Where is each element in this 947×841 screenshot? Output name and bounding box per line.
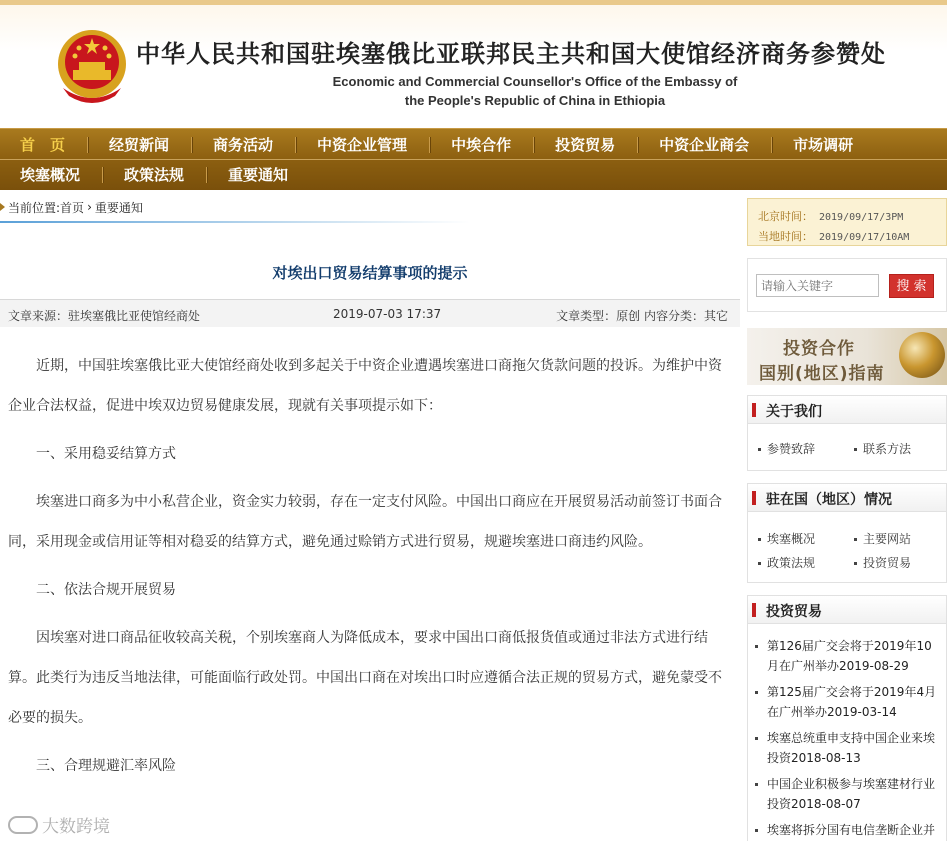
article-paragraph: 因埃塞对进口商品征收较高关税，个别埃塞商人为降低成本，要求中国出口商低报货值或通过非法方式进行结算。此类行为违反当地法律，可能面临行政处罚。中国出口商在对埃出口时应遵循合法正规的贸易方式，避免蒙受不必要的损失。 — [8, 630, 722, 726]
article-meta-bar — [0, 299, 740, 327]
article-section-heading: 一、采用稳妥结算方式 — [36, 446, 176, 462]
investment-guide-banner[interactable] — [747, 328, 947, 385]
nav-item-ethiopia-overview[interactable]: 埃塞概况 — [20, 166, 81, 184]
watermark-logo-icon — [8, 816, 38, 834]
beijing-time-row — [758, 208, 903, 224]
site-title-chinese: 中华人民共和国驻埃塞俄比亚联邦民主共和国大使馆经济商务参赞处 — [136, 40, 886, 68]
news-item-text[interactable]: 埃塞总统重申支持中国企业来埃投资2018-08-13 — [767, 731, 936, 765]
beijing-time-value: 2019/09/17/3PM — [819, 212, 904, 223]
news-item[interactable] — [755, 820, 941, 840]
time-box — [747, 198, 947, 246]
news-item-text[interactable]: 第125届广交会将于2019年4月在广州举办2019-03-14 — [767, 685, 937, 719]
beijing-time-label: 北京时间： — [758, 210, 813, 223]
banner-line-2: 国别(地区)指南 — [759, 364, 885, 384]
nav-row-1 — [0, 130, 875, 160]
nav-item-important-notices[interactable]: 重要通知 — [228, 166, 289, 184]
local-time-row — [758, 228, 909, 244]
watermark — [8, 812, 110, 837]
breadcrumb-current[interactable]: 重要通知 — [94, 200, 143, 215]
investment-trade-header — [748, 596, 946, 624]
news-item-text[interactable]: 埃塞将拆分国有电信垄断企业并 — [767, 823, 936, 837]
nav-item-investment-trade[interactable]: 投资贸易 — [555, 136, 616, 154]
about-us-header — [748, 396, 946, 424]
article-section-heading: 二、依法合规开展贸易 — [36, 582, 176, 598]
article-title: 对埃出口贸易结算事项的提示 — [272, 264, 468, 282]
search-input[interactable] — [756, 274, 879, 297]
site-title-english-line1: Economic and Commercial Counsellor's Office of the Embassy of — [332, 74, 738, 89]
about-us-panel — [747, 395, 947, 471]
news-item[interactable] — [755, 636, 941, 676]
link-investment-trade[interactable]: 投资贸易 — [854, 554, 911, 571]
banner-line-1: 投资合作 — [783, 339, 855, 359]
article-source: 文章来源：驻埃塞俄比亚使馆经商处 — [8, 309, 201, 323]
news-item[interactable] — [755, 728, 941, 768]
investment-trade-panel — [747, 595, 947, 841]
nav-row-2 — [0, 160, 310, 190]
article-date: 2019-07-03 17:37 — [333, 307, 442, 321]
panel-marker-icon — [752, 603, 756, 617]
investment-trade-title: 投资贸易 — [766, 604, 822, 620]
breadcrumb — [0, 197, 143, 217]
nav-item-policies-regulations[interactable]: 政策法规 — [124, 166, 185, 184]
link-ethiopia-overview[interactable]: 埃塞概况 — [758, 530, 815, 547]
globe-icon — [899, 332, 945, 378]
panel-marker-icon — [752, 491, 756, 505]
site-title-english-line2: the People's Republic of China in Ethiopia — [404, 93, 666, 108]
article-paragraph: 近期，中国驻埃塞俄比亚大使馆经商处收到多起关于中资企业遭遇埃塞进口商拖欠货款问题的投诉。为维护中资企业合法权益，促进中埃双边贸易健康发展，现就有关事项提示如下： — [8, 358, 722, 414]
top-stripe — [0, 0, 947, 5]
main-nav — [0, 128, 947, 190]
nav-item-trade-news[interactable]: 经贸新闻 — [109, 136, 170, 154]
site-title-english — [300, 72, 770, 110]
local-time-value: 2019/09/17/10AM — [819, 232, 910, 243]
breadcrumb-label: 当前位置: — [8, 200, 61, 215]
country-info-header — [748, 484, 946, 512]
news-item[interactable] — [755, 774, 941, 814]
news-item-text[interactable]: 中国企业积极参与埃塞建材行业投资2018-08-07 — [767, 777, 936, 811]
nav-item-china-ethiopia-cooperation[interactable]: 中埃合作 — [451, 136, 512, 154]
panel-marker-icon — [752, 403, 756, 417]
article-body — [8, 346, 732, 786]
nav-item-business-activities[interactable]: 商务活动 — [213, 136, 274, 154]
breadcrumb-underline — [0, 221, 470, 223]
nav-item-chinese-enterprise-management[interactable]: 中资企业管理 — [317, 136, 408, 154]
search-button[interactable]: 搜 索 — [889, 274, 934, 298]
nav-item-market-research[interactable]: 市场调研 — [793, 136, 854, 154]
news-item-text[interactable]: 第126届广交会将于2019年10月在广州举办2019-08-29 — [767, 639, 932, 673]
country-info-panel — [747, 483, 947, 583]
nav-item-chamber-of-commerce[interactable]: 中资企业商会 — [659, 136, 750, 154]
link-counsellor-speech[interactable]: 参赞致辞 — [758, 440, 815, 457]
link-policies[interactable]: 政策法规 — [758, 554, 815, 571]
breadcrumb-home-link[interactable]: 首页 — [60, 200, 85, 215]
watermark-text: 大数跨境 — [42, 817, 110, 837]
search-box — [747, 258, 947, 312]
breadcrumb-arrow-icon — [0, 203, 5, 211]
article-section-heading: 三、合理规避汇率风险 — [36, 758, 176, 774]
site-header — [0, 0, 947, 128]
local-time-label: 当地时间： — [758, 230, 813, 243]
about-us-title: 关于我们 — [766, 404, 822, 420]
national-emblem-icon — [55, 26, 129, 104]
article-paragraph: 埃塞进口商多为中小私营企业，资金实力较弱，存在一定支付风险。中国出口商应在开展贸易活动前签订书面合同，采用现金或信用证等相对稳妥的结算方式，避免通过赊销方式进行贸易，规避埃塞进口商违约风险。 — [8, 494, 722, 550]
news-item[interactable] — [755, 682, 941, 722]
link-main-websites[interactable]: 主要网站 — [854, 530, 911, 547]
nav-item-home[interactable]: 首 页 — [20, 136, 66, 154]
country-info-title: 驻在国（地区）情况 — [766, 492, 892, 508]
article-type: 文章类型：原创 内容分类：其它 — [556, 309, 728, 323]
link-contact[interactable]: 联系方法 — [854, 440, 911, 457]
breadcrumb-separator-icon: › — [87, 200, 92, 214]
